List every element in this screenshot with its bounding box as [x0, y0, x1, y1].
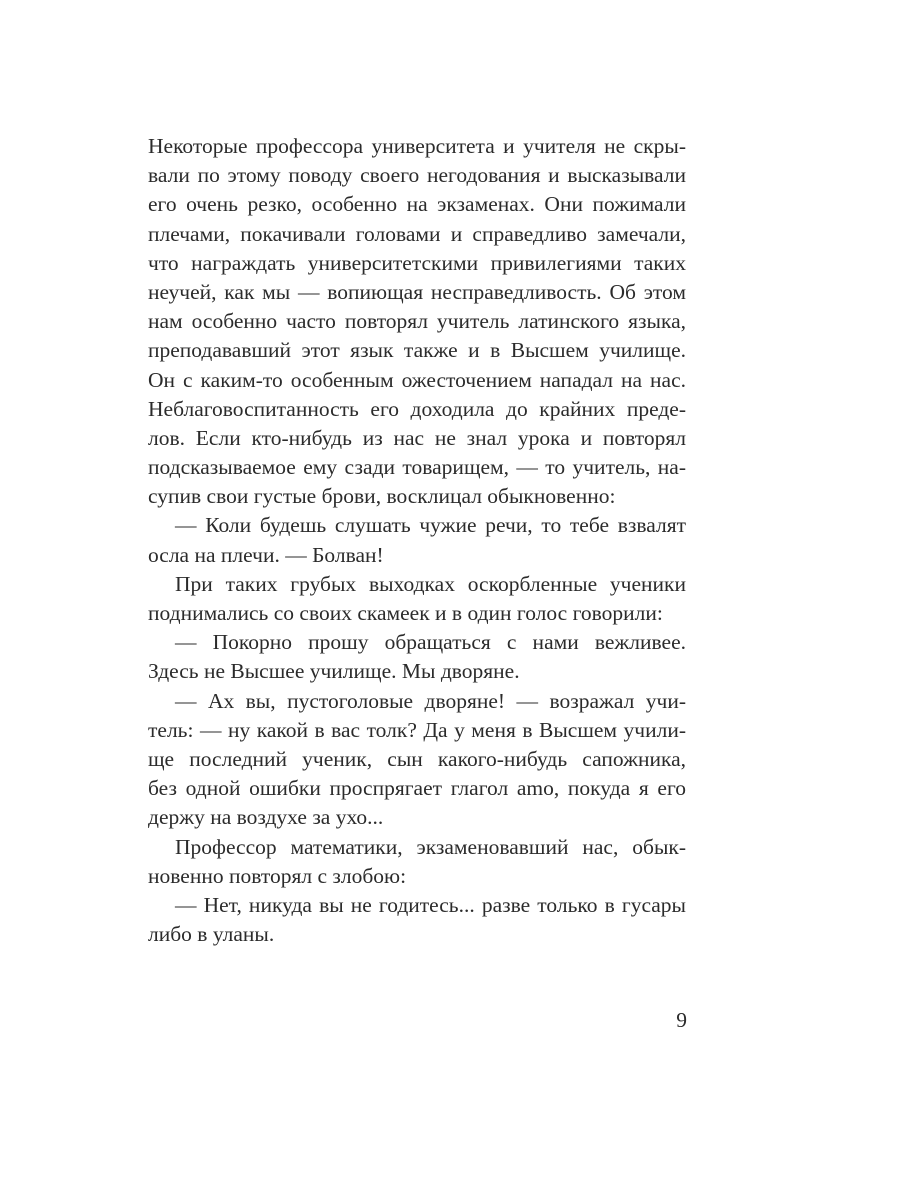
text-line: осла на плечи. — Болван! [148, 542, 384, 567]
text-line: вали по этому поводу своего негодования и высказывали [148, 163, 686, 188]
text-line: Неблаговоспитанность его доходила до крайних преде- [148, 396, 686, 421]
text-line: Некоторые профессора университета и учителя не скры- [148, 134, 686, 158]
text-line: Профессор математики, экзаменовавший нас, обык- [175, 834, 686, 859]
text-line: подсказываемое ему сзади товарищем, — то учитель, на- [148, 455, 686, 480]
text-line: Здесь не Высшее училище. Мы дворяне. [148, 659, 520, 684]
text-line: либо в уланы. [148, 922, 275, 947]
text-line: плечами, покачивали головами и справедливо замечали, [148, 221, 686, 246]
text-line: Он с каким-то особенным ожесточением нападал на нас. [148, 367, 686, 392]
text-line: супив свои густые брови, восклицал обыкновенно: [148, 484, 616, 509]
text-line: лов. Если кто-нибудь из нас не знал урока и повторял [148, 425, 686, 450]
text-line: — Нет, никуда вы не годитесь... разве только в гусары [175, 892, 686, 917]
text-line: При таких грубых выходках оскорбленные ученики [175, 571, 686, 596]
text-line: — Коли будешь слушать чужие речи, то тебе взвалят [175, 513, 686, 538]
body-text [148, 132, 686, 949]
text-line: нам особенно часто повторял учитель латинского языка, [148, 309, 686, 334]
text-line: — Покорно прошу обращаться с нами вежливее. [175, 630, 686, 655]
text-line: неучей, как мы — вопиющая несправедливость. Об этом [148, 279, 686, 304]
page-number: 9 [676, 1008, 687, 1032]
text-line: держу на воздухе за ухо... [148, 805, 384, 830]
text-line: — Ах вы, пустоголовые дворяне! — возражал учи- [175, 688, 686, 713]
text-line: что награждать университетскими привилегиями таких [148, 250, 686, 275]
text-line: поднимались со своих скамеек и в один голос говорили: [148, 601, 663, 625]
text-line: тель: — ну какой в вас толк? Да у меня в Высшем учили- [148, 717, 686, 742]
text-line: новенно повторял с злобою: [148, 863, 407, 888]
text-line: преподававший этот язык также и в Высшем училище. [148, 338, 686, 363]
text-line: его очень резко, особенно на экзаменах. Они пожимали [148, 192, 686, 217]
text-line: без одной ошибки проспрягает глагол amo, покуда я его [148, 776, 686, 801]
text-line: ще последний ученик, сын какого-нибудь сапожника, [148, 746, 686, 771]
